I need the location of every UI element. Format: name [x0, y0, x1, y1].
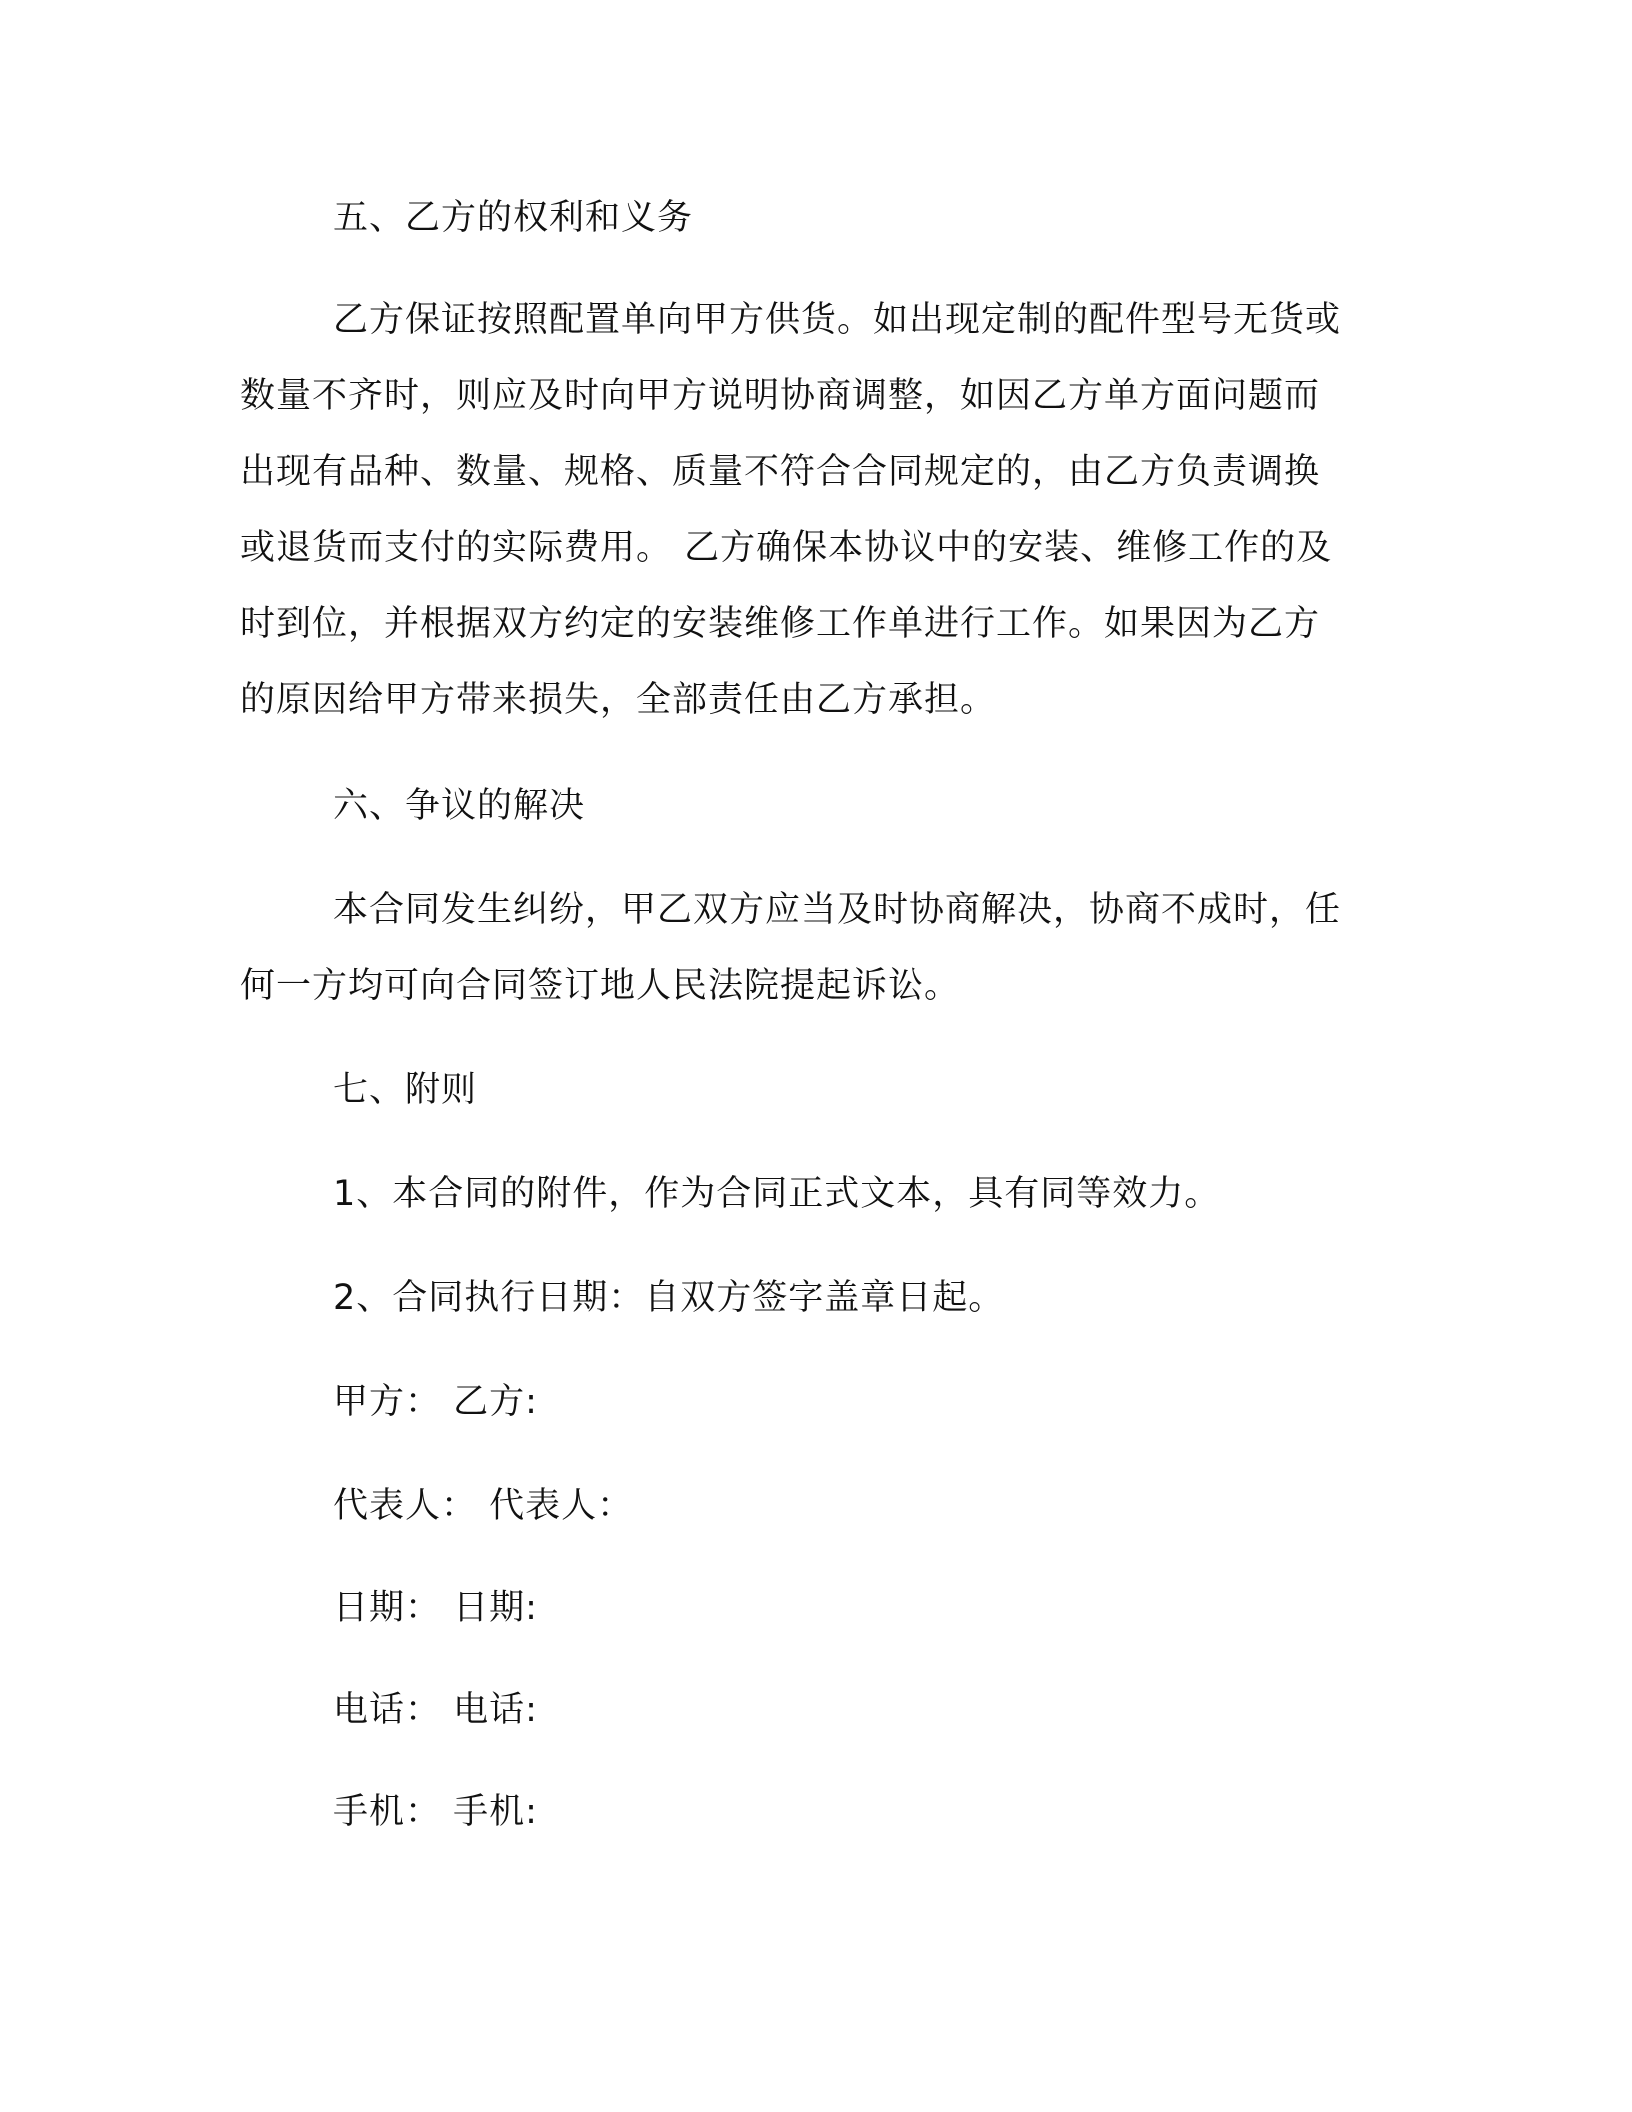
signature-mobile: 手机： 手机:	[333, 1792, 538, 1832]
section-5-paragraph-line-1: 乙方保证按照配置单向甲方供货。如出现定制的配件型号无货或	[333, 300, 1342, 340]
section-5-paragraph-line-3: 出现有品种、数量、规格、质量不符合合同规定的，由乙方负责调换	[240, 452, 1321, 492]
section-5-paragraph-line-2: 数量不齐时，则应及时向甲方说明协商调整，如因乙方单方面问题而	[240, 376, 1321, 416]
section-7-heading: 七、附则	[333, 1070, 478, 1110]
section-6-heading: 六、争议的解决	[333, 786, 586, 826]
section-6-paragraph-line-2: 何一方均可向合同签订地人民法院提起诉讼。	[240, 966, 961, 1006]
signature-party: 甲方： 乙方:	[333, 1382, 538, 1422]
signature-representative: 代表人： 代表人：	[333, 1486, 634, 1526]
section-7-item-1: 1、本合同的附件，作为合同正式文本，具有同等效力。	[333, 1174, 1221, 1214]
signature-date: 日期： 日期:	[333, 1588, 538, 1628]
section-5-paragraph-line-6: 的原因给甲方带来损失，全部责任由乙方承担。	[240, 680, 997, 720]
section-6-paragraph-line-1: 本合同发生纠纷，甲乙双方应当及时协商解决，协商不成时，任	[333, 890, 1342, 930]
section-7-item-2: 2、合同执行日期：自双方签字盖章日起。	[333, 1278, 1005, 1318]
section-5-heading: 五、乙方的权利和义务	[333, 198, 694, 238]
section-5-paragraph-line-4: 或退货而支付的实际费用。 乙方确保本协议中的安装、维修工作的及	[240, 528, 1333, 568]
section-5-paragraph-line-5: 时到位，并根据双方约定的安装维修工作单进行工作。如果因为乙方	[240, 604, 1321, 644]
signature-phone: 电话： 电话:	[333, 1690, 538, 1730]
